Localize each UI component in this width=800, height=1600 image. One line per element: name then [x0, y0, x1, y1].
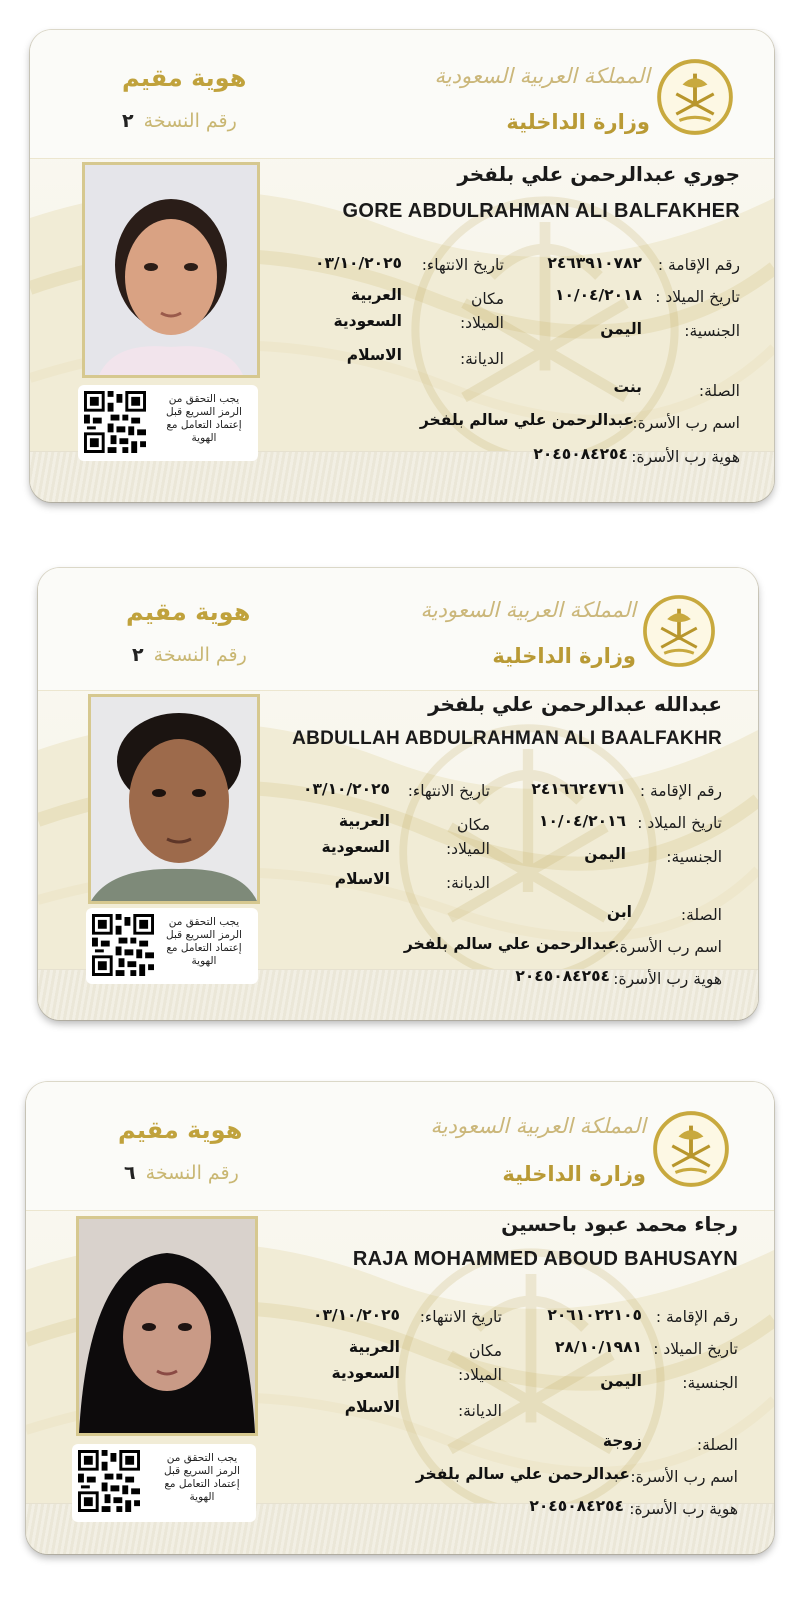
iqama-number-value: ٢٤٦٣٩١٠٧٨٢	[547, 254, 642, 272]
card-title: هوية مقيم	[122, 64, 247, 92]
birthplace-label-line1: مكان	[471, 290, 504, 308]
holder-name-english: RAJA MOHAMMED ABOUD BAHUSAYN	[352, 1248, 738, 1270]
iqama-card-3	[26, 1082, 774, 1554]
iqama-number-label: رقم الإقامة :	[639, 782, 722, 800]
iqama-card-2	[38, 568, 758, 1020]
birth-date-value: ٢٨/١٠/١٩٨١	[554, 1338, 642, 1356]
card-title: هوية مقيم	[126, 598, 251, 626]
saudi-emblem-icon	[656, 58, 734, 136]
iqama-number-label: رقم الإقامة :	[657, 256, 740, 274]
portrait-photo	[76, 1216, 258, 1436]
religion-value: الاسلام	[344, 1398, 400, 1416]
relation-value: زوجة	[602, 1432, 642, 1450]
saudi-emblem-icon	[652, 1110, 730, 1188]
expiry-date-label: تاريخ الانتهاء:	[421, 256, 504, 274]
birth-date-value: ١٠/٠٤/٢٠١٨	[554, 286, 642, 304]
kingdom-name: المملكة العربية السعودية	[434, 64, 650, 88]
birthplace-label-line2: الميلاد:	[445, 840, 490, 858]
family-head-value: عبدالرحمن علي سالم بلفخر	[419, 411, 634, 429]
family-head-id-value: ٢٠٤٥٠٨٤٢٥٤	[533, 445, 628, 463]
religion-value: الاسلام	[334, 870, 390, 888]
nationality-value: اليمن	[600, 320, 642, 338]
family-head-id-value: ٢٠٤٥٠٨٤٢٥٤	[529, 1497, 624, 1515]
expiry-date-value: ٠٣/١٠/٢٠٢٥	[312, 1306, 400, 1324]
holder-name-english: ABDULLAH ABDULRAHMAN ALI BAALFAKHR	[292, 728, 722, 749]
card-title: هوية مقيم	[118, 1116, 243, 1144]
ministry-name: وزارة الداخلية	[506, 110, 650, 134]
birthplace-label-line2: الميلاد:	[457, 1366, 502, 1384]
birth-date-label: تاريخ الميلاد :	[655, 288, 740, 306]
religion-label: الديانة:	[457, 1402, 502, 1420]
iqama-card-1	[30, 30, 774, 502]
nationality-value: اليمن	[584, 845, 626, 863]
expiry-date-label: تاريخ الانتهاء:	[407, 782, 490, 800]
qr-verification-box	[86, 908, 258, 984]
qr-code-icon	[78, 1450, 140, 1512]
qr-verification-box	[72, 1444, 256, 1522]
portrait-photo	[88, 694, 260, 904]
copy-number-line	[122, 110, 237, 132]
copy-number-line	[124, 1162, 239, 1184]
religion-label: الديانة:	[445, 874, 490, 892]
ministry-name: وزارة الداخلية	[502, 1162, 646, 1186]
birthplace-value-line1: العربية	[350, 286, 402, 304]
expiry-date-value: ٠٣/١٠/٢٠٢٥	[314, 254, 402, 272]
religion-label: الديانة:	[459, 350, 504, 368]
birthplace-value-line2: السعودية	[331, 1364, 400, 1382]
qr-code-icon	[84, 391, 146, 453]
birthplace-value-line1: العربية	[348, 1338, 400, 1356]
copy-number-line	[132, 644, 247, 666]
relation-label: الصلة:	[696, 1436, 738, 1454]
religion-value: الاسلام	[346, 346, 402, 364]
expiry-date-label: تاريخ الانتهاء:	[419, 1308, 502, 1326]
saudi-emblem-icon	[642, 594, 716, 668]
family-head-label: اسم رب الأسرة:	[614, 938, 722, 956]
nationality-label: الجنسية:	[682, 1374, 738, 1392]
qr-instruction-text: يجب التحقق من الرمز السريع قبل إعتماد التعامل مع الهوية	[166, 393, 242, 444]
birth-date-label: تاريخ الميلاد :	[637, 814, 722, 832]
relation-value: ابن	[606, 903, 632, 921]
relation-value: بنت	[613, 378, 642, 396]
expiry-date-value: ٠٣/١٠/٢٠٢٥	[302, 780, 390, 798]
family-head-id-value: ٢٠٤٥٠٨٤٢٥٤	[515, 967, 610, 985]
iqama-number-value: ٢٤١٦٦٢٤٧٦١	[531, 780, 626, 798]
family-head-id-label: هوية رب الأسرة:	[613, 970, 722, 988]
family-head-value: عبدالرحمن علي سالم بلفخر	[403, 935, 618, 953]
holder-name-arabic: عبدالله عبدالرحمن علي بلفخر	[428, 692, 722, 716]
relation-label: الصلة:	[680, 906, 722, 924]
holder-name-english: GORE ABDULRAHMAN ALI BALFAKHER	[342, 200, 740, 222]
nationality-label: الجنسية:	[666, 848, 722, 866]
portrait-photo	[82, 162, 260, 378]
qr-instruction-text: يجب التحقق من الرمز السريع قبل إعتماد التعامل مع الهوية	[166, 916, 242, 967]
nationality-label: الجنسية:	[684, 322, 740, 340]
family-head-label: اسم رب الأسرة:	[630, 1468, 738, 1486]
holder-name-arabic: جوري عبدالرحمن علي بلفخر	[457, 162, 740, 186]
iqama-number-label: رقم الإقامة :	[655, 1308, 738, 1326]
kingdom-name: المملكة العربية السعودية	[420, 598, 636, 622]
copy-number: ٢	[122, 110, 134, 132]
birthplace-label-line1: مكان	[457, 816, 490, 834]
copy-number: ٦	[124, 1162, 136, 1184]
ministry-name: وزارة الداخلية	[492, 644, 636, 668]
birthplace-value-line1: العربية	[338, 812, 390, 830]
qr-instruction-text: يجب التحقق من الرمز السريع قبل إعتماد التعامل مع الهوية	[164, 1452, 240, 1503]
copy-label: رقم النسخة	[145, 1162, 239, 1184]
qr-code-icon	[92, 914, 154, 976]
birth-date-value: ١٠/٠٤/٢٠١٦	[538, 812, 626, 830]
holder-name-arabic: رجاء محمد عبود باحسين	[501, 1212, 738, 1236]
birthplace-value-line2: السعودية	[333, 312, 402, 330]
kingdom-name: المملكة العربية السعودية	[430, 1114, 646, 1138]
iqama-number-value: ٢٠٦١٠٢٢١٠٥	[547, 1306, 642, 1324]
family-head-id-label: هوية رب الأسرة:	[631, 448, 740, 466]
birthplace-label-line1: مكان	[469, 1342, 502, 1360]
qr-verification-box	[78, 385, 258, 461]
family-head-id-label: هوية رب الأسرة:	[629, 1500, 738, 1518]
nationality-value: اليمن	[600, 1372, 642, 1390]
family-head-value: عبدالرحمن علي سالم بلفخر	[415, 1465, 630, 1483]
copy-number: ٢	[132, 644, 144, 666]
birthplace-label-line2: الميلاد:	[459, 314, 504, 332]
family-head-label: اسم رب الأسرة:	[632, 414, 740, 432]
birthplace-value-line2: السعودية	[321, 838, 390, 856]
birth-date-label: تاريخ الميلاد :	[653, 1340, 738, 1358]
copy-label: رقم النسخة	[153, 644, 247, 666]
relation-label: الصلة:	[698, 382, 740, 400]
copy-label: رقم النسخة	[143, 110, 237, 132]
